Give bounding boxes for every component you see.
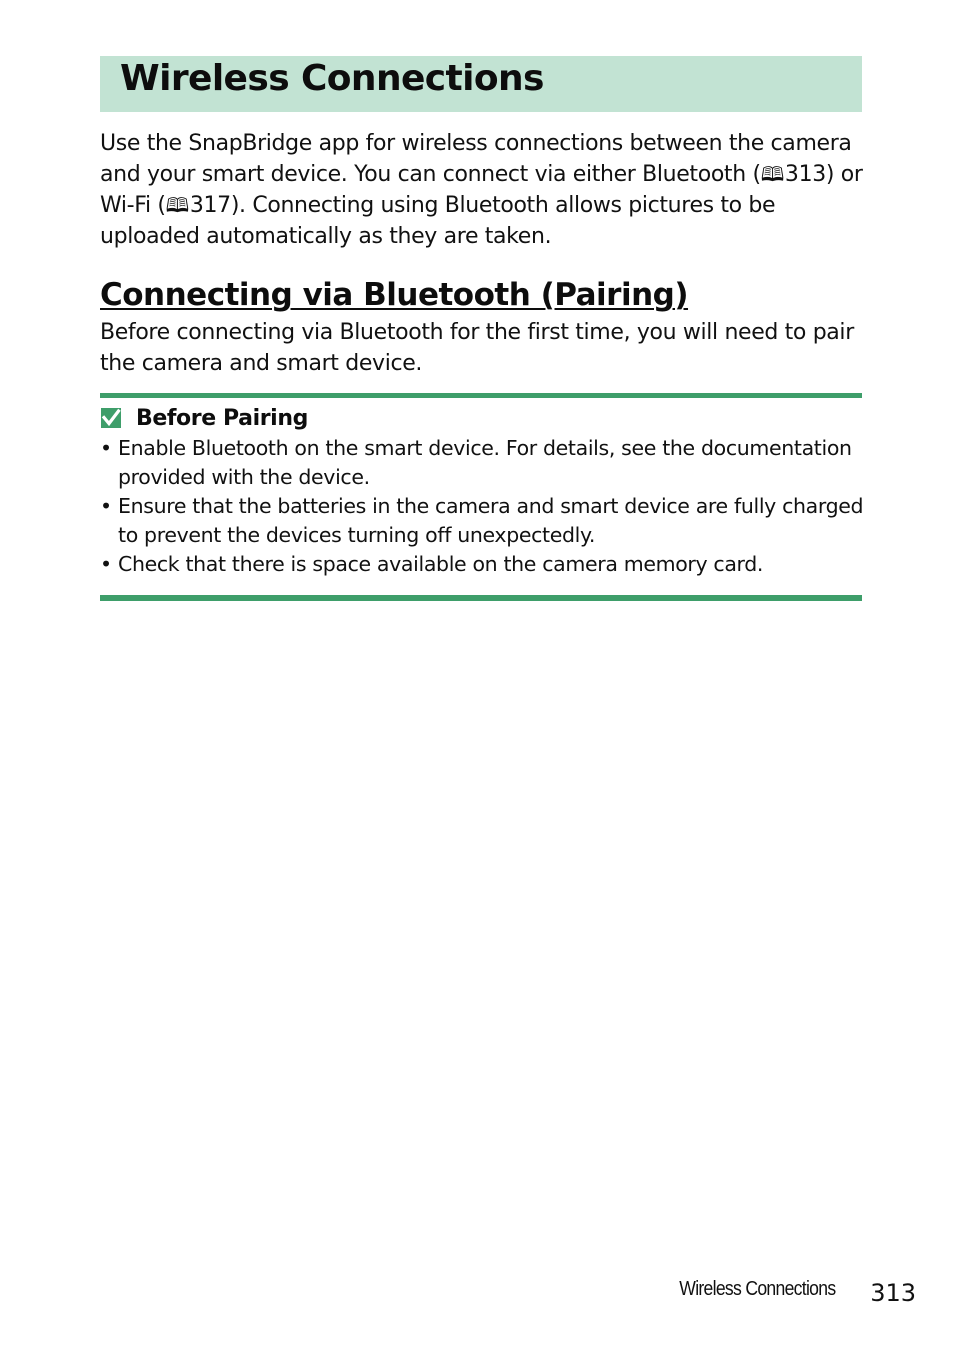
intro-paragraph bbox=[100, 128, 870, 252]
note-top-rule bbox=[100, 393, 862, 398]
note-list bbox=[100, 434, 870, 579]
page-ref-link-313[interactable]: 313 bbox=[784, 162, 826, 187]
list-item bbox=[100, 434, 870, 492]
intro-text-3: ). Connecting using Bluetooth allows pictures to be uploaded automatically as they are taken. bbox=[100, 193, 776, 249]
intro-text-2: ) or Wi-Fi ( bbox=[100, 162, 863, 218]
footer-section-label: Wireless Connections bbox=[678, 1278, 835, 1300]
bullet-icon: • bbox=[100, 552, 112, 576]
title-banner bbox=[100, 56, 862, 112]
checkmark-icon bbox=[100, 407, 122, 429]
book-icon: 🕮 bbox=[165, 193, 189, 217]
footer-page-number: 313 bbox=[870, 1279, 916, 1307]
bullet-icon: • bbox=[100, 494, 112, 518]
list-item-text: Ensure that the batteries in the camera and smart device are fully charged to prevent the devices turning off unexpectedly. bbox=[118, 494, 864, 547]
list-item bbox=[100, 492, 870, 550]
note-header bbox=[100, 403, 308, 433]
section-heading: Connecting via Bluetooth (Pairing) bbox=[100, 277, 689, 313]
section-intro-text: Before connecting via Bluetooth for the first time, you will need to pair the camera and smart device. bbox=[100, 320, 854, 376]
page-ref-link-317[interactable]: 317 bbox=[189, 193, 231, 218]
list-item-text: Check that there is space available on the camera memory card. bbox=[118, 552, 764, 576]
note-bottom-rule bbox=[100, 595, 862, 601]
list-item-text: Enable Bluetooth on the smart device. For details, see the documentation provided with the device. bbox=[118, 436, 852, 489]
bullet-icon: • bbox=[100, 436, 112, 460]
intro-text-1: Use the SnapBridge app for wireless connections between the camera and your smart device. You can connect via either Bluetooth ( bbox=[100, 131, 852, 187]
list-item bbox=[100, 550, 870, 579]
note-title: Before Pairing bbox=[136, 405, 308, 431]
page-title: Wireless Connections bbox=[120, 58, 544, 99]
book-icon: 🕮 bbox=[760, 162, 784, 186]
